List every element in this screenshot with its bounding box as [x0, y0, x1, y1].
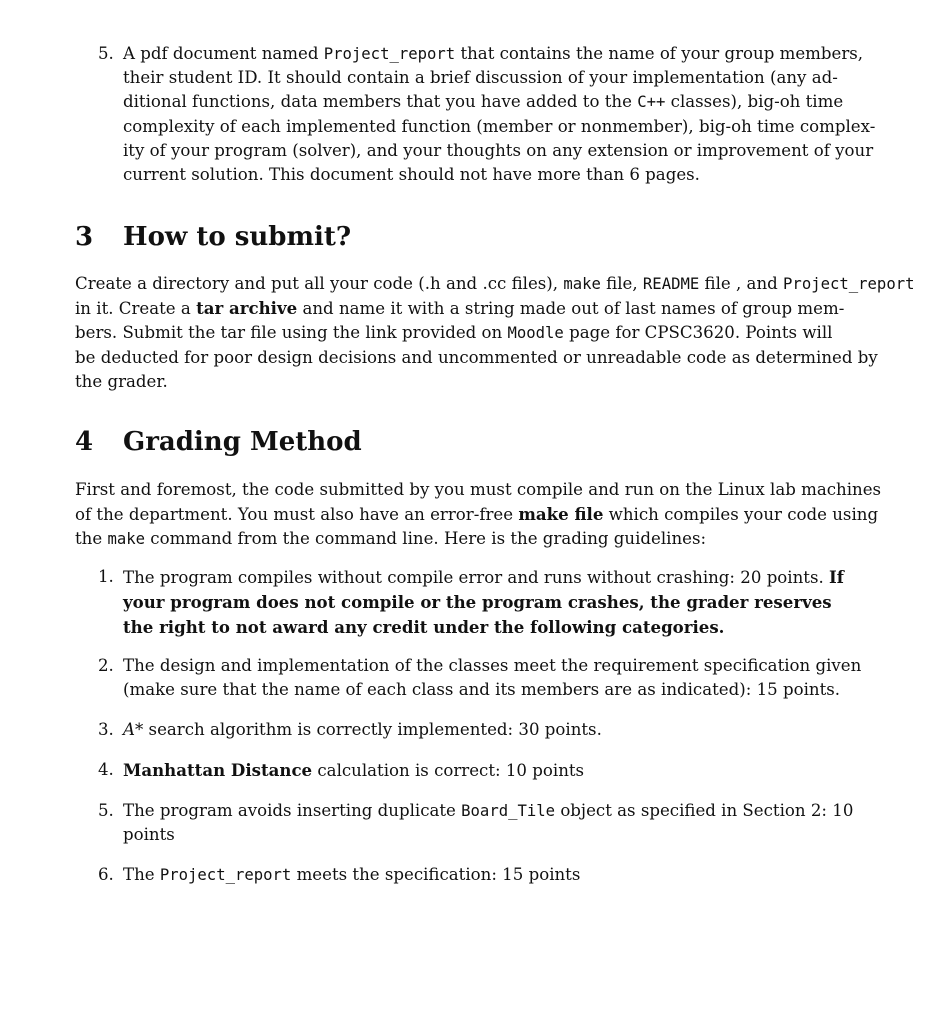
text-run: command from the command line. Here is the grading guidelines:	[145, 529, 707, 549]
bold-text: If	[829, 567, 844, 587]
mono-text: Board_Tile	[461, 802, 556, 820]
text-line	[75, 502, 879, 527]
text-line	[123, 163, 873, 187]
text-line	[123, 758, 873, 783]
section-3-heading	[75, 222, 475, 254]
grading-item-4	[123, 758, 873, 783]
grading-item-5	[123, 799, 873, 847]
mono-text: README	[642, 275, 700, 293]
bold-text: tar archive	[196, 298, 298, 319]
grading-item-6	[123, 863, 873, 887]
text-run: be deducted for poor design decisions and uncommented or unreadable code as determined by	[75, 347, 878, 367]
section-4-paragraph	[75, 478, 882, 552]
bold-text: make file	[518, 504, 604, 525]
mono-text: Project_report	[159, 866, 292, 884]
text-run: First and foremost, the code submitted by you must compile and run on the Linux lab machines	[75, 480, 882, 499]
mono-text: make	[563, 275, 601, 293]
text-run: the	[75, 529, 108, 549]
text-line	[75, 478, 882, 502]
grading-item-5-number: 5.	[98, 801, 114, 820]
section-3-number: 3	[75, 222, 94, 252]
text-line	[75, 272, 915, 296]
bold-text: your program does not compile or the program crashes, the grader reserves	[123, 592, 832, 613]
text-line	[123, 115, 876, 139]
bold-text: the right to not award any credit under the following categories.	[123, 617, 725, 638]
text-run: bers. Submit the tar file using the link provided on	[75, 323, 508, 343]
text-line	[123, 590, 873, 615]
text-run: file , and	[699, 274, 784, 293]
text-run: The design and implementation of the classes meet the requirement specification given	[123, 656, 862, 675]
text-run: the grader.	[75, 371, 168, 391]
text-line	[123, 565, 873, 590]
text-run: of the department. You must also have an error-free	[75, 505, 519, 525]
text-run: ity of your program (solver), and your thoughts on any extension or improvement of your	[123, 140, 874, 160]
section-4-title: Grading Method	[123, 427, 362, 457]
grading-item-3	[123, 718, 873, 742]
text-line	[123, 139, 873, 163]
text-run: their student ID. It should contain a brief discussion of your implementation (any ad-	[123, 68, 838, 88]
text-run: The	[123, 865, 160, 884]
item5-number: 5.	[98, 44, 114, 63]
text-line	[123, 718, 873, 742]
grading-item-2	[123, 654, 873, 702]
text-run: search algorithm is correctly implemented: 30 points.	[143, 720, 602, 739]
text-line	[123, 90, 873, 114]
text-line	[123, 42, 873, 66]
text-run: (make sure that the name of each class and its members are as indicated): 15 points.	[123, 680, 841, 700]
text-line	[75, 370, 908, 394]
grading-item-1-number: 1.	[98, 567, 114, 586]
text-line	[75, 527, 873, 551]
ital-text: A*	[123, 720, 144, 739]
section-3-title: How to submit?	[123, 222, 352, 252]
mono-text: Moodle	[507, 324, 564, 343]
text-run: points	[123, 825, 175, 845]
text-run: The program compiles without compile error and runs without crashing: 20 points.	[123, 568, 830, 587]
grading-item-2-number: 2.	[98, 656, 114, 675]
section-4-heading	[75, 427, 475, 459]
text-line	[123, 654, 873, 678]
text-run: calculation is correct: 10 points	[312, 761, 585, 780]
mono-text: make	[107, 530, 146, 549]
text-run: file,	[600, 274, 643, 293]
text-line	[123, 823, 873, 847]
text-line	[123, 799, 873, 823]
text-line	[123, 678, 873, 702]
grading-item-4-number: 4.	[98, 760, 114, 779]
item5-paragraph	[123, 42, 876, 187]
text-run: A pdf document named	[123, 44, 324, 63]
text-line	[123, 615, 873, 640]
text-run: complexity of each implemented function (member or nonmember), big-oh time complex-	[123, 116, 876, 136]
text-run: meets the specification: 15 points	[291, 865, 581, 884]
text-line	[75, 346, 908, 370]
grading-item-3-number: 3.	[98, 720, 114, 739]
text-run: classes), big-oh time	[665, 92, 844, 112]
text-run: in it. Create a	[75, 299, 197, 319]
section-3-paragraph	[75, 272, 915, 394]
text-line	[123, 863, 873, 887]
text-run: object as specified in Section 2: 10	[555, 801, 854, 820]
text-line	[75, 296, 908, 321]
mono-text: Project_report	[783, 275, 915, 293]
text-run: which compiles your code using	[603, 505, 879, 525]
text-line	[75, 321, 908, 345]
grading-item-1	[123, 565, 873, 641]
text-run: Create a directory and put all your code (.h and .cc files),	[75, 274, 564, 293]
text-run: and name it with a string made out of last names of group mem-	[297, 299, 845, 319]
text-run: current solution. This document should not have more than 6 pages.	[123, 165, 700, 185]
text-run: that contains the name of your group members,	[455, 44, 864, 63]
grading-item-6-number: 6.	[98, 865, 114, 884]
text-run: The program avoids inserting duplicate	[123, 801, 462, 820]
mono-text: C++	[637, 93, 666, 112]
text-run: ditional functions, data members that you have added to the	[123, 92, 638, 112]
text-run: page for CPSC3620. Points will	[563, 323, 833, 343]
section-4-number: 4	[75, 427, 94, 457]
text-line	[123, 66, 873, 90]
mono-text: Project_report	[323, 45, 456, 63]
bold-text: Manhattan Distance	[123, 760, 313, 780]
